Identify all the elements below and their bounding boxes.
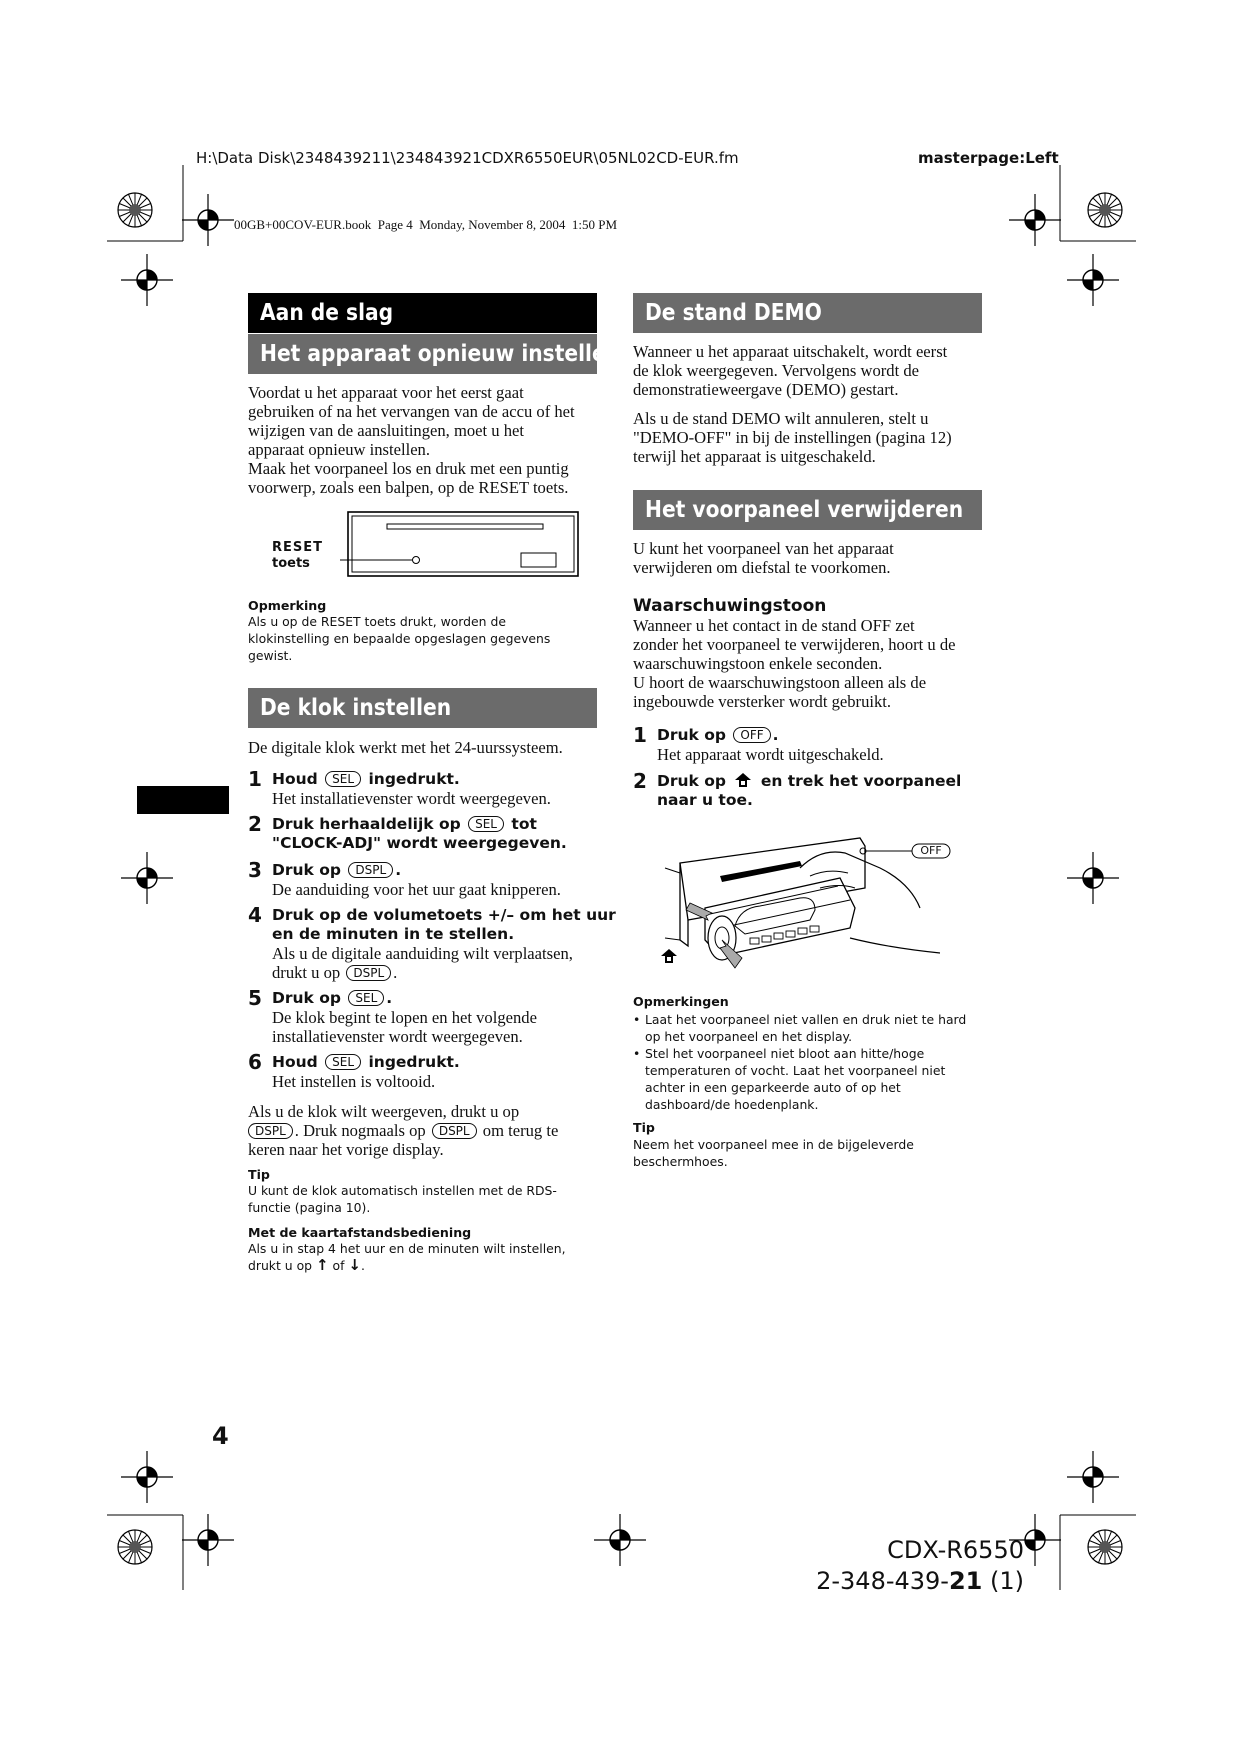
text-line: Voordat u het apparaat voor het eerst gaat	[248, 383, 524, 402]
text-line: Als u op de RESET toets drukt, worden de	[248, 614, 506, 629]
step-number: 2	[633, 769, 647, 793]
up-arrow-icon: ↑	[315, 1256, 329, 1274]
note-text	[248, 613, 598, 664]
text-line: "DEMO-OFF" in bij de instellingen (pagina 12)	[633, 428, 952, 447]
clock-step-4	[248, 903, 616, 986]
text-line: terwijl het apparaat is uitgeschakeld.	[633, 447, 876, 466]
step-number: 2	[248, 812, 262, 836]
dspl-key: DSPL	[248, 1123, 293, 1139]
reset-label-line2: toets	[272, 556, 310, 571]
step-head-text: Druk op	[657, 726, 726, 744]
note-item	[633, 1011, 993, 1045]
step-head-text: Druk op	[272, 861, 341, 879]
page-number: 4	[212, 1422, 229, 1450]
text-line: verwijderen om diefstal te voorkomen.	[633, 558, 891, 577]
text-line: demonstratieweergave (DEMO) gestart.	[633, 380, 899, 399]
text-line: de klok weergegeven. Vervolgens wordt de	[633, 361, 920, 380]
remote-text	[248, 1240, 608, 1274]
title-reset: Het apparaat opnieuw instellen	[248, 334, 597, 374]
book-info: 00GB+00COV-EUR.book Page 4 Monday, November 8, 2004 1:50 PM	[234, 217, 617, 232]
text-line: dashboard/de hoedenplank.	[645, 1097, 819, 1112]
text-part: om terug te	[482, 1121, 559, 1140]
part-number-a: 2-348-439-	[816, 1567, 949, 1595]
section-title-aan-de-slag: Aan de slag	[248, 293, 597, 333]
tip-heading: Tip	[248, 1167, 270, 1182]
text-line: apparaat opnieuw instellen.	[248, 440, 431, 459]
text-line	[248, 1257, 608, 1274]
step-heading	[272, 815, 537, 834]
sel-key: SEL	[468, 816, 504, 832]
demo-paragraph-2	[633, 409, 993, 466]
step-heading	[657, 726, 779, 745]
title-demo: De stand DEMO	[633, 293, 982, 333]
text-line: U kunt het voorpaneel van het apparaat	[633, 539, 894, 558]
notes-heading: Opmerkingen	[633, 994, 729, 1009]
dspl-key: DSPL	[346, 965, 391, 981]
release-icon	[734, 772, 752, 788]
step-number: 1	[633, 723, 647, 747]
clock-after-paragraph	[248, 1102, 608, 1159]
step-head-text: Druk herhaaldelijk op	[272, 815, 461, 833]
text-line: op het voorpaneel en het display.	[645, 1029, 853, 1044]
text-line: Neem het voorpaneel mee in de bijgeleverde	[633, 1137, 914, 1152]
text-line: Maak het voorpaneel los en druk met een puntig	[248, 459, 569, 478]
dspl-key: DSPL	[432, 1123, 477, 1139]
step-heading	[272, 770, 460, 789]
step-head-text: en trek het voorpaneel	[760, 772, 962, 790]
step-head-text: Houd	[272, 770, 318, 788]
text-line: Als u in stap 4 het uur en de minuten wilt instellen,	[248, 1241, 566, 1256]
step-desc: Het instellen is voltooid.	[272, 1072, 436, 1091]
step-desc: Het installatievenster wordt weergegeven.	[272, 789, 551, 808]
step-number: 5	[248, 986, 262, 1010]
down-arrow-icon: ↓	[348, 1256, 361, 1274]
step-desc: Het apparaat wordt uitgeschakeld.	[657, 745, 884, 764]
step-heading-line2: "CLOCK-ADJ" wordt weergegeven.	[272, 834, 567, 852]
text-line: klokinstelling en bepaalde opgeslagen gegevens	[248, 631, 551, 646]
tip-text	[248, 1182, 598, 1216]
demo-paragraph-1	[633, 342, 993, 399]
clock-step-6	[248, 1050, 598, 1093]
model-number: CDX-R6550	[887, 1536, 1024, 1564]
clock-step-3	[248, 858, 598, 901]
text-line	[248, 1121, 608, 1140]
step-desc: Als u de digitale aanduiding wilt verplaatsen,	[272, 944, 573, 963]
clock-step-2	[248, 812, 598, 855]
text-part: .	[361, 1258, 365, 1273]
step-heading: Druk op de volumetoets +/– om het uur	[272, 906, 616, 924]
text-line: waarschuwingstoon enkele seconden.	[633, 654, 883, 673]
remove-step-1	[633, 723, 983, 766]
step-head-text: tot	[511, 815, 537, 833]
clock-step-1	[248, 767, 598, 810]
warning-heading: Waarschuwingstoon	[633, 596, 827, 616]
masterpage-label: masterpage:Left	[918, 149, 1059, 167]
sel-key: SEL	[325, 771, 361, 787]
step-head-text: Druk op	[272, 989, 341, 1007]
text-line: gebruiken of na het vervangen van de accu of het	[248, 402, 575, 421]
remove-paragraph	[633, 539, 993, 577]
reset-label-line1: RESET	[272, 540, 324, 555]
remote-heading: Met de kaartafstandsbediening	[248, 1225, 472, 1240]
note-item	[633, 1045, 993, 1113]
step-head-text: .	[386, 989, 393, 1007]
right-tip-heading: Tip	[633, 1120, 655, 1135]
text-line: keren naar het vorige display.	[248, 1140, 444, 1159]
text-line: Wanneer u het contact in de stand OFF zet	[633, 616, 915, 635]
right-tip-text	[633, 1136, 993, 1170]
text-line: ingebouwde versterker wordt gebruikt.	[633, 692, 892, 711]
text-part: of	[332, 1258, 345, 1273]
text-line: beschermhoes.	[633, 1154, 728, 1169]
part-number	[816, 1567, 1024, 1595]
text-line: Als u de stand DEMO wilt annuleren, stelt u	[633, 409, 929, 428]
step-head-text: ingedrukt.	[368, 770, 460, 788]
sel-key: SEL	[348, 990, 384, 1006]
text-line: U kunt de klok automatisch instellen met de RDS-	[248, 1183, 557, 1198]
step-head-text: ingedrukt.	[368, 1053, 460, 1071]
text-part: . Druk nogmaals op	[294, 1121, 426, 1140]
text-line: achter in een geparkeerde auto of op het	[645, 1080, 901, 1095]
warning-paragraph	[633, 616, 993, 711]
step-number: 1	[248, 767, 262, 791]
title-clock: De klok instellen	[248, 688, 597, 728]
step-heading	[657, 772, 961, 791]
step-heading-line2: en de minuten in te stellen.	[272, 925, 515, 943]
part-number-c: (1)	[982, 1567, 1024, 1595]
reset-label	[272, 540, 323, 572]
step-desc-line2: installatievenster wordt weergegeven.	[272, 1027, 523, 1046]
step-heading	[272, 861, 401, 880]
text-line: wijzigen van de aansluitingen, moet u het	[248, 421, 525, 440]
step-head-text: .	[772, 726, 779, 744]
step-desc: De aanduiding voor het uur gaat knipperen.	[272, 880, 561, 899]
text-line: • Laat het voorpaneel niet vallen en druk niet te hard	[645, 1012, 967, 1027]
text-line: temperaturen of vocht. Laat het voorpaneel niet	[645, 1063, 946, 1078]
text-line: Als u de klok wilt weergeven, drukt u op	[248, 1102, 520, 1121]
text-line: gewist.	[248, 648, 293, 663]
text-line: • Stel het voorpaneel niet bloot aan hitte/hoge	[645, 1046, 925, 1061]
step-heading	[272, 989, 392, 1008]
step-head-text: .	[395, 861, 402, 879]
reset-paragraph	[248, 383, 608, 497]
clock-step-5	[248, 986, 598, 1049]
text-line: functie (pagina 10).	[248, 1200, 371, 1215]
text-line: U hoort de waarschuwingstoon alleen als de	[633, 673, 927, 692]
step-desc-text: drukt u op	[272, 963, 341, 982]
step-desc-text: .	[393, 963, 398, 982]
text-line: zonder het voorpaneel te verwijderen, hoort u de	[633, 635, 956, 654]
step-desc: De klok begint te lopen en het volgende	[272, 1008, 537, 1027]
step-number: 3	[248, 858, 262, 882]
illustration-off-label: OFF	[920, 844, 942, 857]
dspl-key: DSPL	[348, 862, 393, 878]
thumb-tab	[137, 786, 229, 814]
reset-illustration	[340, 508, 585, 582]
step-heading-line2: naar u toe.	[657, 791, 753, 809]
off-key: OFF	[733, 727, 770, 743]
note-heading: Opmerking	[248, 598, 327, 613]
file-path: H:\Data Disk\2348439211\234843921CDXR6550EUR\05NL02CD-EUR.fm	[196, 149, 739, 167]
step-heading	[272, 1053, 460, 1072]
text-line: voorwerp, zoals een balpen, op de RESET toets.	[248, 478, 569, 497]
part-number-b: 21	[948, 1567, 983, 1595]
text-part: drukt u op	[248, 1258, 313, 1273]
remove-step-2	[633, 769, 983, 812]
notes-list	[633, 1011, 993, 1113]
title-remove-panel: Het voorpaneel verwijderen	[633, 490, 982, 530]
clock-intro: De digitale klok werkt met het 24-uurssysteem.	[248, 738, 563, 757]
step-number: 4	[248, 903, 262, 927]
sel-key: SEL	[325, 1054, 361, 1070]
step-number: 6	[248, 1050, 262, 1074]
text-line: Wanneer u het apparaat uitschakelt, wordt eerst	[633, 342, 948, 361]
step-head-text: Druk op	[657, 772, 726, 790]
step-head-text: Houd	[272, 1053, 318, 1071]
step-desc-line2	[272, 963, 397, 982]
